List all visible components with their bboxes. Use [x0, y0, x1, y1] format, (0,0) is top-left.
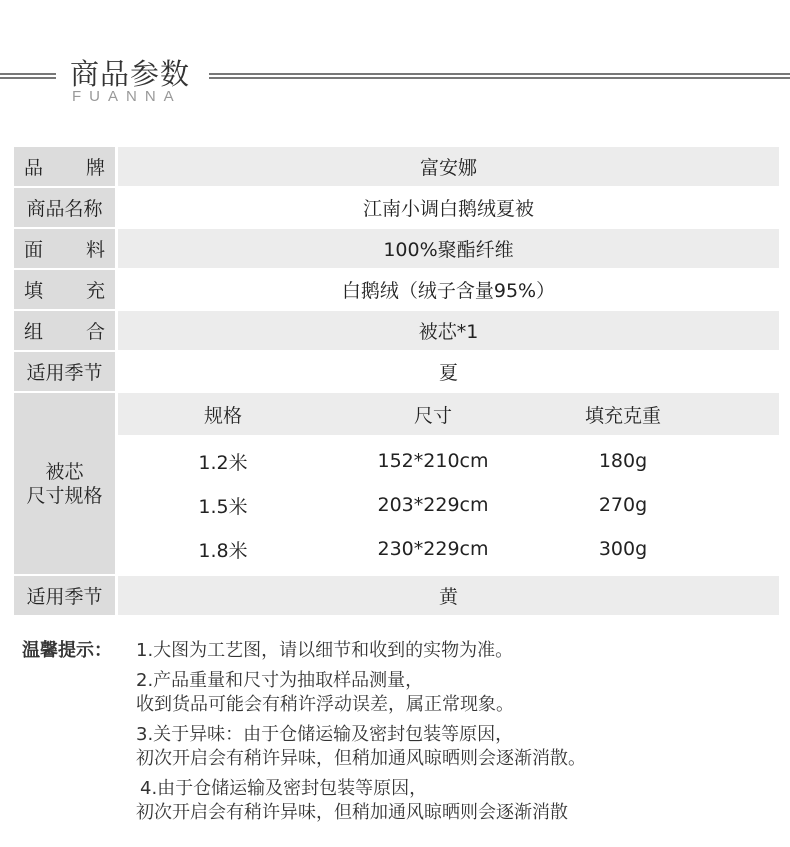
- param-label: 面 料: [14, 229, 115, 268]
- note-line: 收到货品可能会有稍许浮动误差，属正常现象。: [136, 694, 514, 715]
- header-rule-right: [209, 73, 790, 79]
- section-title: 商品参数: [70, 57, 191, 91]
- param-label: 组 合: [14, 311, 115, 350]
- note-line: 2.产品重量和尺寸为抽取样品测量，: [136, 670, 424, 691]
- note-line: 1.大图为工艺图，请以细节和收到的实物为准。: [136, 640, 514, 661]
- param-value: 白鹅绒（绒子含量95%）: [118, 270, 779, 309]
- param-label: 商品名称: [14, 188, 115, 227]
- param-value: 100%聚酯纤维: [118, 229, 779, 268]
- param-value: 夏: [118, 352, 779, 391]
- spec-header-weight: 填充克重: [584, 404, 661, 427]
- param-row-season: [14, 352, 779, 391]
- spec-header-dimensions: 尺寸: [413, 404, 452, 427]
- spec-row: 1.5米 203*229cm 270g: [198, 494, 648, 518]
- note-line: 初次开启会有稍许异味，但稍加通风晾晒则会逐渐消散: [136, 802, 568, 823]
- param-label: 适用季节: [14, 352, 115, 391]
- header-rule-left: [0, 73, 56, 79]
- param-row-brand: [14, 147, 779, 186]
- note-line: 4.由于仓储运输及密封包装等原因，: [140, 778, 428, 799]
- param-value: 被芯*1: [118, 311, 779, 350]
- param-value: 黄: [118, 576, 779, 615]
- param-row-product-name: [14, 188, 779, 227]
- param-value: 江南小调白鹅绒夏被: [118, 188, 779, 227]
- spec-row: 1.8米 230*229cm 300g: [198, 538, 648, 562]
- spec-row: 1.2米 152*210cm 180g: [198, 450, 648, 474]
- spec-header-size: 规格: [203, 404, 242, 427]
- notes-label: 温馨提示：: [22, 640, 112, 661]
- param-label: 适用季节: [14, 576, 115, 615]
- param-label: 填 充: [14, 270, 115, 309]
- section-subtitle: FUANNA: [72, 88, 182, 105]
- param-row-filling: [14, 270, 779, 309]
- note-line: 3.关于异味：由于仓储运输及密封包装等原因，: [136, 724, 514, 745]
- param-value: 富安娜: [118, 147, 779, 186]
- spec-header-row: [118, 393, 779, 435]
- spec-label: 被芯 尺寸规格: [14, 393, 115, 574]
- param-label: 品 牌: [14, 147, 115, 186]
- note-line: 初次开启会有稍许异味，但稍加通风晾晒则会逐渐消散。: [136, 748, 586, 769]
- param-row-fabric: [14, 229, 779, 268]
- param-row-combination: [14, 311, 779, 350]
- param-row-season-bottom: [14, 576, 779, 615]
